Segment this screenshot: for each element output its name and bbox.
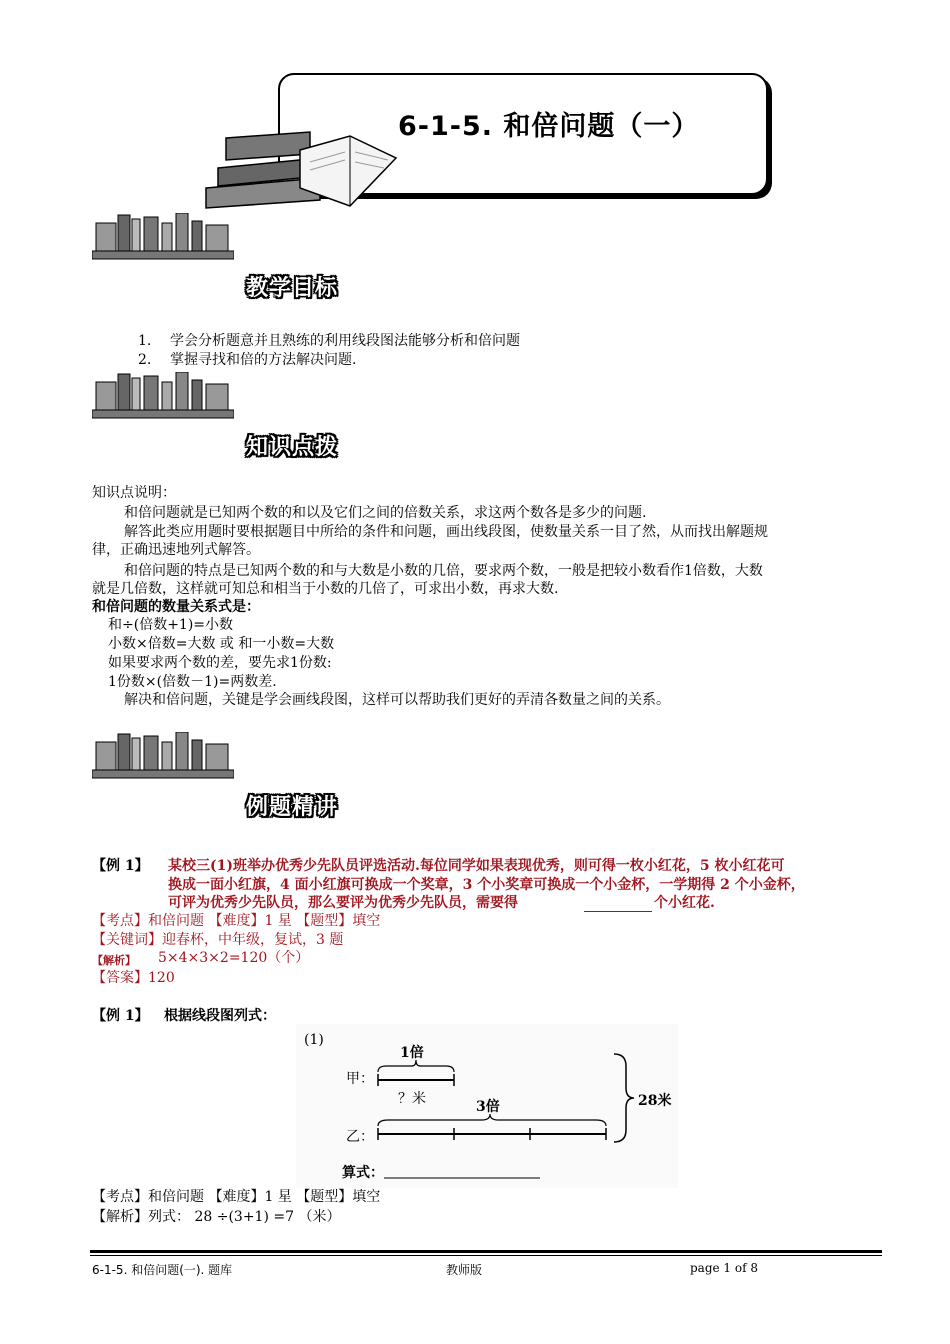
goal-text: 学会分析题意并且熟练的利用线段图法能够分析和倍问题 [170, 333, 520, 349]
page-title: 6-1-5. 和倍问题（一） [398, 111, 700, 142]
example-meta: 【考点】和倍问题 【难度】1 星 【题型】填空 [92, 913, 381, 929]
section-knowledge-title: 知识点拨 [246, 435, 339, 460]
knowledge-paragraph: 和倍问题就是已知两个数的和以及它们之间的倍数关系，求这两个数各是多少的问题. [124, 505, 647, 521]
knowledge-paragraph: 律，正确迅速地列式解答。 [92, 542, 260, 558]
bookshelf-icon [92, 372, 234, 420]
diagram-number: (1) [304, 1032, 324, 1048]
footer-rule [90, 1250, 882, 1253]
answer-blank [584, 911, 652, 912]
example-question: 个小红花. [654, 895, 715, 911]
yi-label: 乙： [346, 1129, 374, 1145]
knowledge-paragraph: 解答此类应用题时要根据题目中所给的条件和问题，画出线段图，使数量关系一目了然，从而找出解题规 [124, 524, 768, 540]
one-times-label: 1倍 [400, 1045, 424, 1061]
knowledge-heading: 知识点说明： [92, 485, 176, 501]
jia-label: 甲： [346, 1071, 374, 1087]
analysis-tag: 【解析】 [92, 954, 136, 967]
example-question: 某校三(1)班举办优秀少先队员评选活动.每位同学如果表现优秀，则可得一枚小红花，5 枚小红花可 [168, 858, 785, 874]
total-label: 28米 [638, 1093, 672, 1109]
example-keywords: 【关键词】迎春杯，中年级，复试，3 题 [92, 932, 344, 948]
footer-left: 6-1-5. 和倍问题(一). 题库 [92, 1263, 233, 1277]
formula-label: 算式： [342, 1165, 384, 1181]
formula-line: 如果要求两个数的差，要先求1份数: [108, 655, 332, 671]
example-analysis: 【解析】列式： 28 ÷(3+1) =7 （米） [92, 1209, 341, 1225]
goal-number: 2. [138, 352, 152, 368]
example-question: 换成一面小红旗，4 面小红旗可换成一个奖章，3 个小奖章可换成一个小金杯，一学期得 2 个小金杯， [168, 877, 805, 893]
formula-heading: 和倍问题的数量关系式是： [92, 599, 260, 615]
goal-text: 掌握寻找和倍的方法解决问题. [170, 352, 357, 368]
bookshelf-icon [92, 213, 234, 261]
example-label: 【例 1】 [92, 858, 149, 874]
bookshelf-icon [92, 732, 234, 780]
section-goals-title: 教学目标 [246, 276, 339, 301]
section-examples-title: 例题精讲 [246, 795, 339, 820]
knowledge-paragraph: 就是几倍数，这样就可知总和相当于小数的几倍了，可求出小数，再求大数. [92, 581, 559, 597]
footer-page: page 1 of 8 [690, 1261, 758, 1275]
example-question: 根据线段图列式： [164, 1008, 276, 1024]
formula-line: 和÷(倍数+1)=小数 [108, 617, 234, 633]
knowledge-paragraph: 和倍问题的特点是已知两个数的和与大数是小数的几倍，要求两个数，一般是把较小数看作1倍数，大数 [124, 563, 763, 579]
goal-number: 1. [138, 333, 152, 349]
example-analysis: 5×4×3×2=120（个） [158, 950, 310, 966]
formula-line: 1份数×(倍数－1)=两数差. [108, 674, 277, 690]
footer-center: 教师版 [446, 1263, 483, 1277]
three-times-label: 3倍 [476, 1099, 500, 1115]
segment-diagram [296, 1024, 678, 1188]
knowledge-paragraph: 解决和倍问题，关键是学会画线段图，这样可以帮助我们更好的弄清各数量之间的关系。 [124, 692, 670, 708]
example-meta: 【考点】和倍问题 【难度】1 星 【题型】填空 [92, 1189, 381, 1205]
book-stack-icon [200, 128, 400, 210]
example-answer: 【答案】120 [92, 970, 175, 986]
example-label: 【例 1】 [92, 1008, 149, 1024]
unknown-label: ？米 [398, 1091, 426, 1107]
footer-rule [90, 1255, 882, 1256]
formula-line: 小数×倍数=大数 或 和一小数=大数 [108, 636, 335, 652]
example-question: 可评为优秀少先队员，那么要评为优秀少先队员，需要得 [168, 895, 518, 911]
